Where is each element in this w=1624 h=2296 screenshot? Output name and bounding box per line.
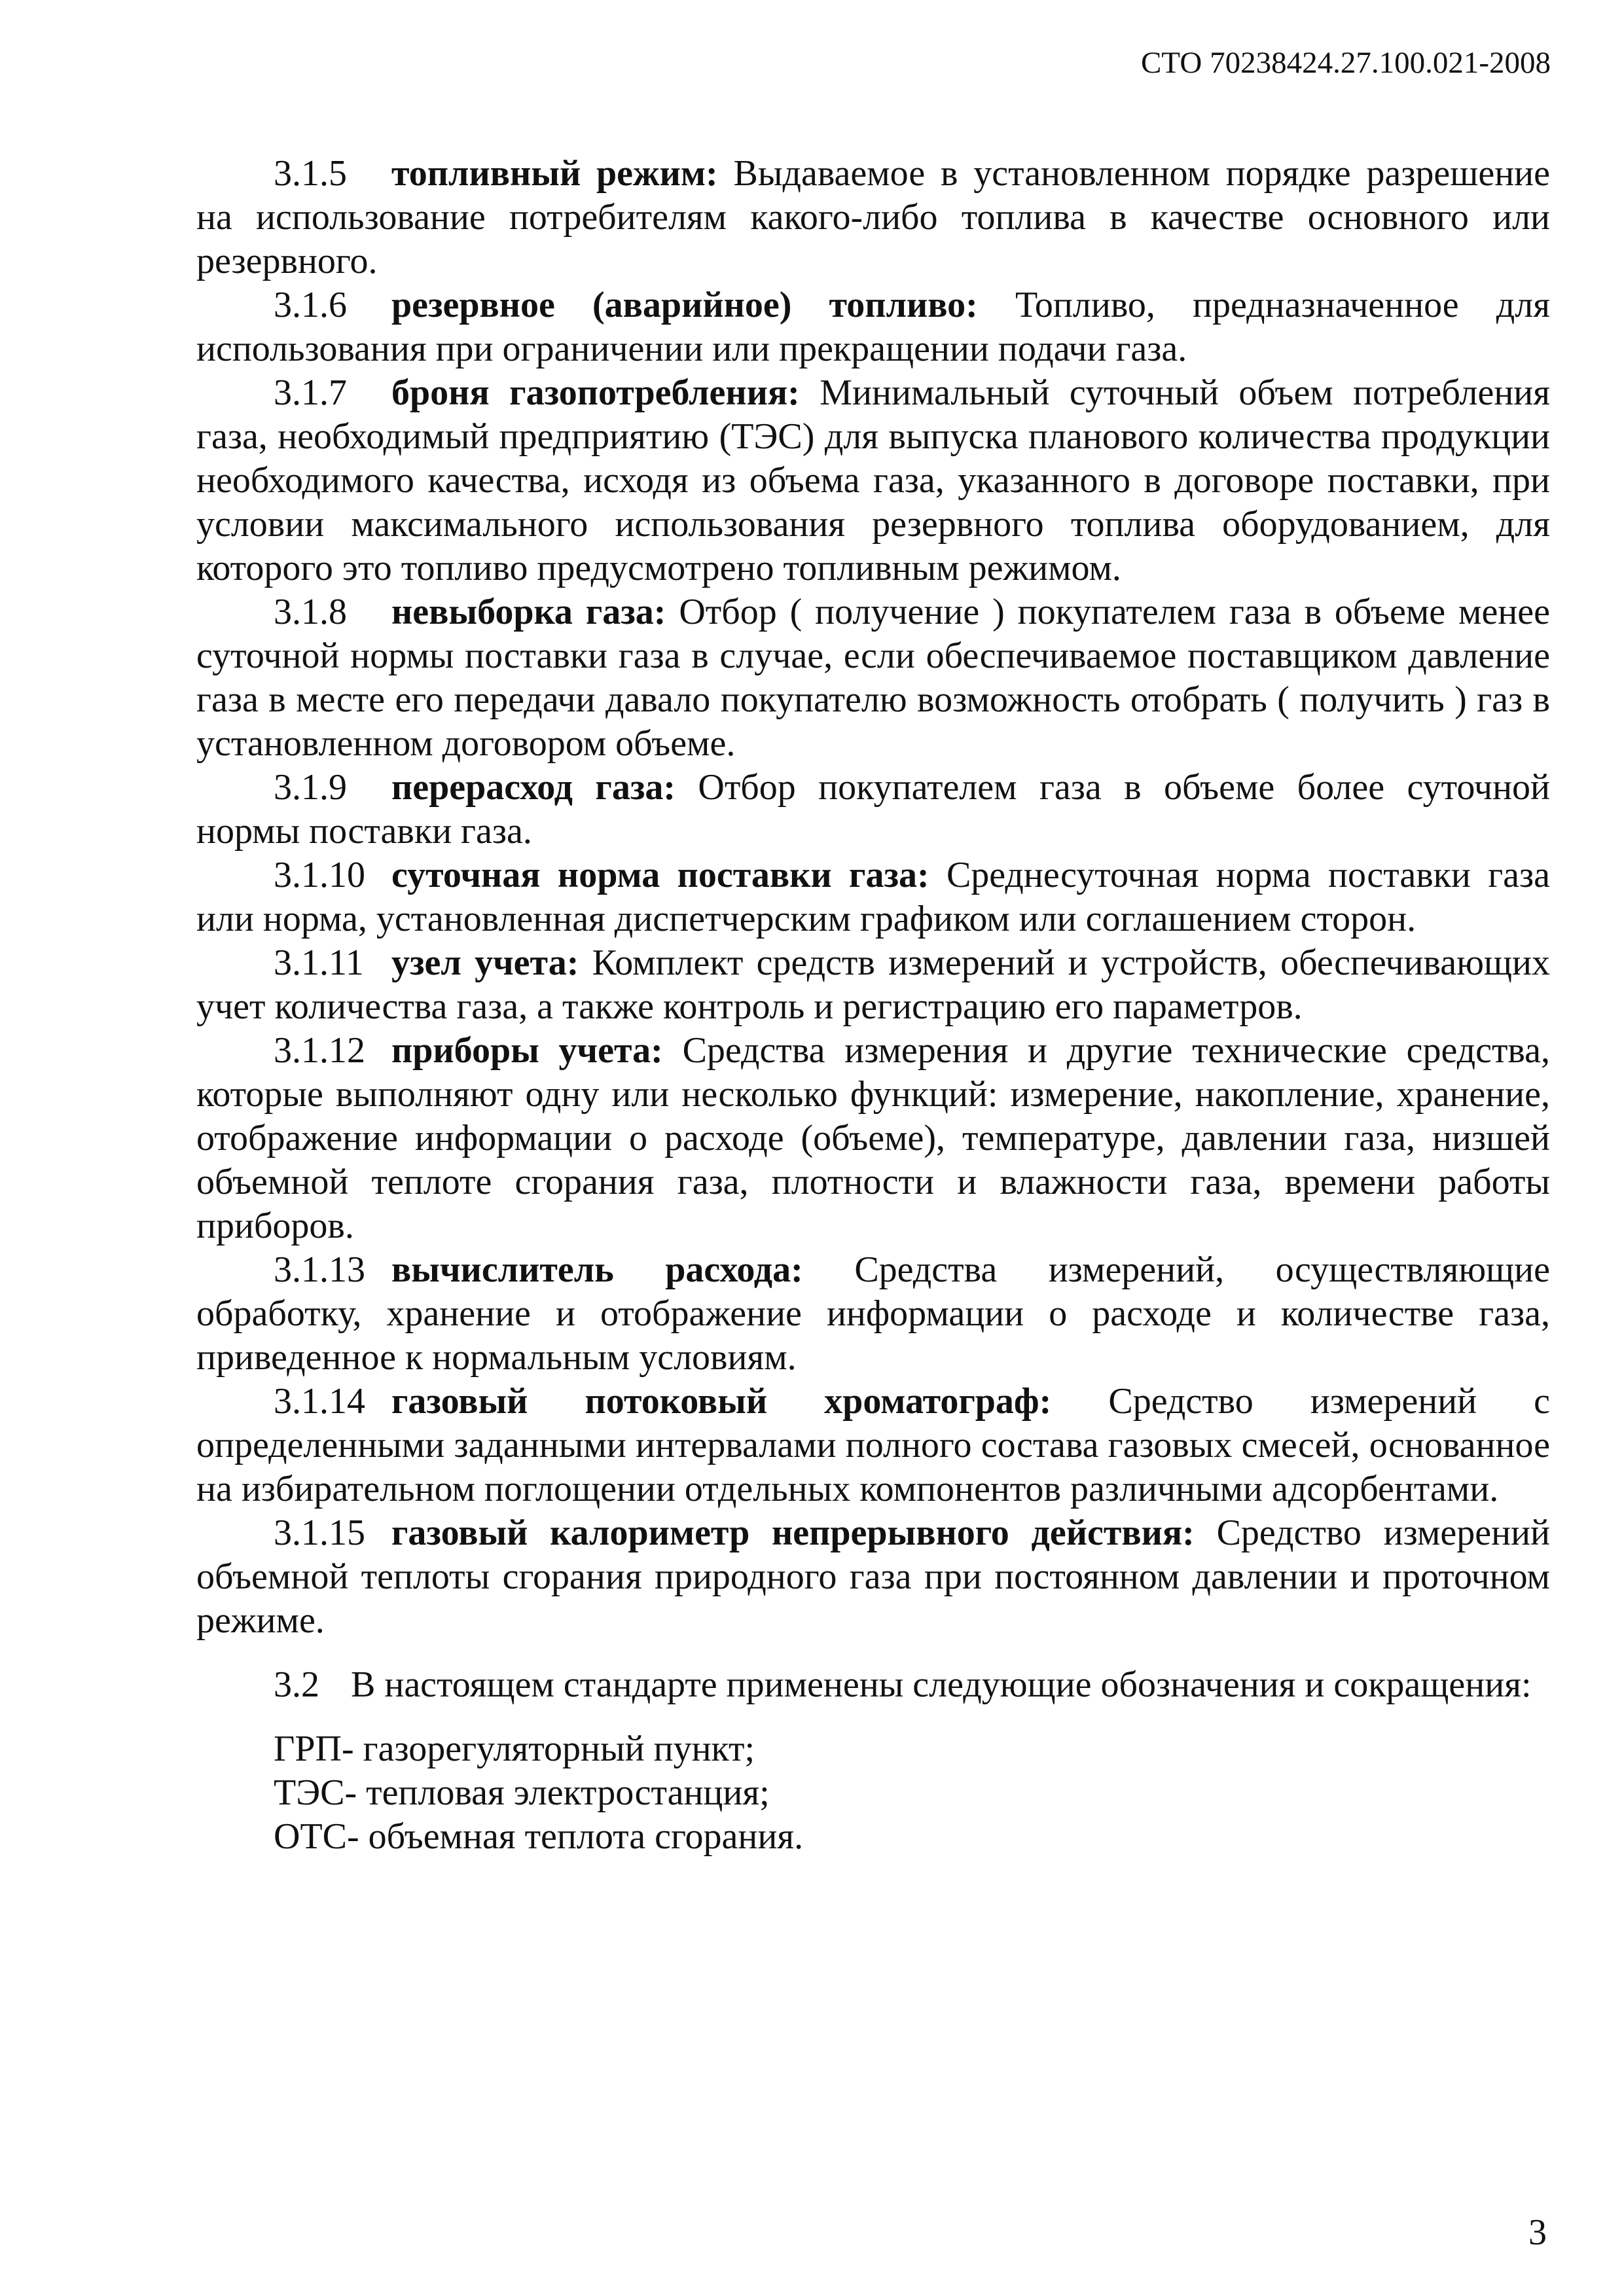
definition-text: Отбор ( получение ) покупателем газа в объеме менее суточной нормы поставки газа в случае, если обеспечиваемое поставщиком давление газа в месте его передачи давало покупателю возможность отобрать ( получить ) газ в установленном договором объеме. [196,592,1550,764]
term: невыборка газа: [391,592,666,632]
clause-number: 3.2 [274,1664,319,1705]
definition-text: Средство измерений с определенными заданными интервалами полного состава газовых смесей, основанное на избирательном поглощении отдельных компонентов различными адсорбентами. [196,1381,1550,1509]
term: приборы учета: [391,1030,663,1071]
definition-text: Средство измерений объемной теплоты сгорания природного газа при постоянном давлении и проточном режиме. [196,1513,1551,1641]
clause-number: 3.1.8 [274,592,347,632]
abbreviation: ГРП [274,1729,342,1769]
term: вычислитель расхода: [391,1249,803,1290]
section-3-2 [196,1663,1550,1707]
clause-number: 3.1.14 [274,1381,365,1422]
definition-3-1-9 [196,766,1550,853]
abbreviation-item [196,1815,1550,1859]
definition-text: Отбор покупателем газа в объеме более суточной нормы поставки газа. [196,767,1550,852]
clause-number: 3.1.12 [274,1030,365,1071]
term: топливный режим: [391,153,718,194]
clause-number: 3.1.9 [274,767,347,808]
definition-3-1-12 [196,1029,1550,1248]
section-text: В настоящем стандарте применены следующие обозначения и сокращения: [351,1664,1532,1705]
definition-3-1-13 [196,1248,1550,1380]
term: резервное (аварийное) топливо: [391,285,978,325]
definition-3-1-8 [196,590,1550,766]
spacer [196,1707,1550,1727]
clause-number: 3.1.7 [274,372,347,413]
term: перерасход газа: [391,767,676,808]
definition-text: Выдаваемое в установленном порядке разрешение на использование потребителям какого-либо топлива в качестве основного или резервного. [196,153,1551,281]
abbreviation-item [196,1727,1550,1771]
term: узел учета: [391,942,579,983]
definition-3-1-15 [196,1511,1550,1643]
term: суточная норма поставки газа: [391,855,929,895]
abbreviation: ТЭС [274,1772,345,1813]
term: броня газопотребления: [391,372,800,413]
clause-number: 3.1.6 [274,285,347,325]
document-body [196,152,1550,1859]
definition-3-1-14 [196,1380,1550,1511]
abbreviation-item [196,1771,1550,1815]
definition-3-1-6 [196,283,1550,371]
abbreviation-meaning: - газорегуляторный пункт; [341,1729,755,1769]
definition-3-1-5 [196,152,1550,283]
clause-number: 3.1.10 [274,855,365,895]
abbreviation: ОТС [274,1816,347,1857]
clause-number: 3.1.15 [274,1513,365,1553]
clause-number: 3.1.11 [274,942,364,983]
definition-3-1-10 [196,853,1550,941]
definition-text: Минимальный суточный объем потребления газа, необходимый предприятию (ТЭС) для выпуска планового количества продукции необходимого качества, исходя из объема газа, указанного в договоре поставки, при условии максимального использования резервного топлива оборудованием, для которого это топливо предусмотрено топливным режимом. [196,372,1551,588]
definition-3-1-7 [196,371,1550,590]
definition-text: Среднесуточная норма поставки газа или норма, установленная диспетчерским графиком или соглашением сторон. [196,855,1550,939]
abbreviation-meaning: - объемная теплота сгорания. [347,1816,804,1857]
term: газовый потоковый хроматограф: [391,1381,1052,1422]
definition-text: Комплект средств измерений и устройств, обеспечивающих учет количества газа, а также контроль и регистрацию его параметров. [196,942,1550,1027]
spacer [196,1643,1550,1663]
clause-number: 3.1.5 [274,153,347,194]
clause-number: 3.1.13 [274,1249,365,1290]
document-code-header: СТО 70238424.27.100.021-2008 [1140,46,1551,80]
page-number: 3 [1528,2212,1547,2253]
abbreviation-meaning: - тепловая электростанция; [344,1772,770,1813]
definition-text: Топливо, предназначенное для использования при ограничении или прекращении подачи газа. [196,285,1551,369]
definition-text: Средства измерения и другие технические средства, которые выполняют одну или несколько функций: измерение, накопление, хранение, отображение информации о расходе (объеме), температуре, давлении газа, низшей объемной теплоте сгорания газа, плотности и влажности газа, времени работы приборов. [196,1030,1550,1246]
term: газовый калориметр непрерывного действия: [391,1513,1195,1553]
definition-text: Средства измерений, осуществляющие обработку, хранение и отображение информации о расходе и количестве газа, приведенное к нормальным условиям. [196,1249,1550,1378]
definition-3-1-11 [196,941,1550,1029]
